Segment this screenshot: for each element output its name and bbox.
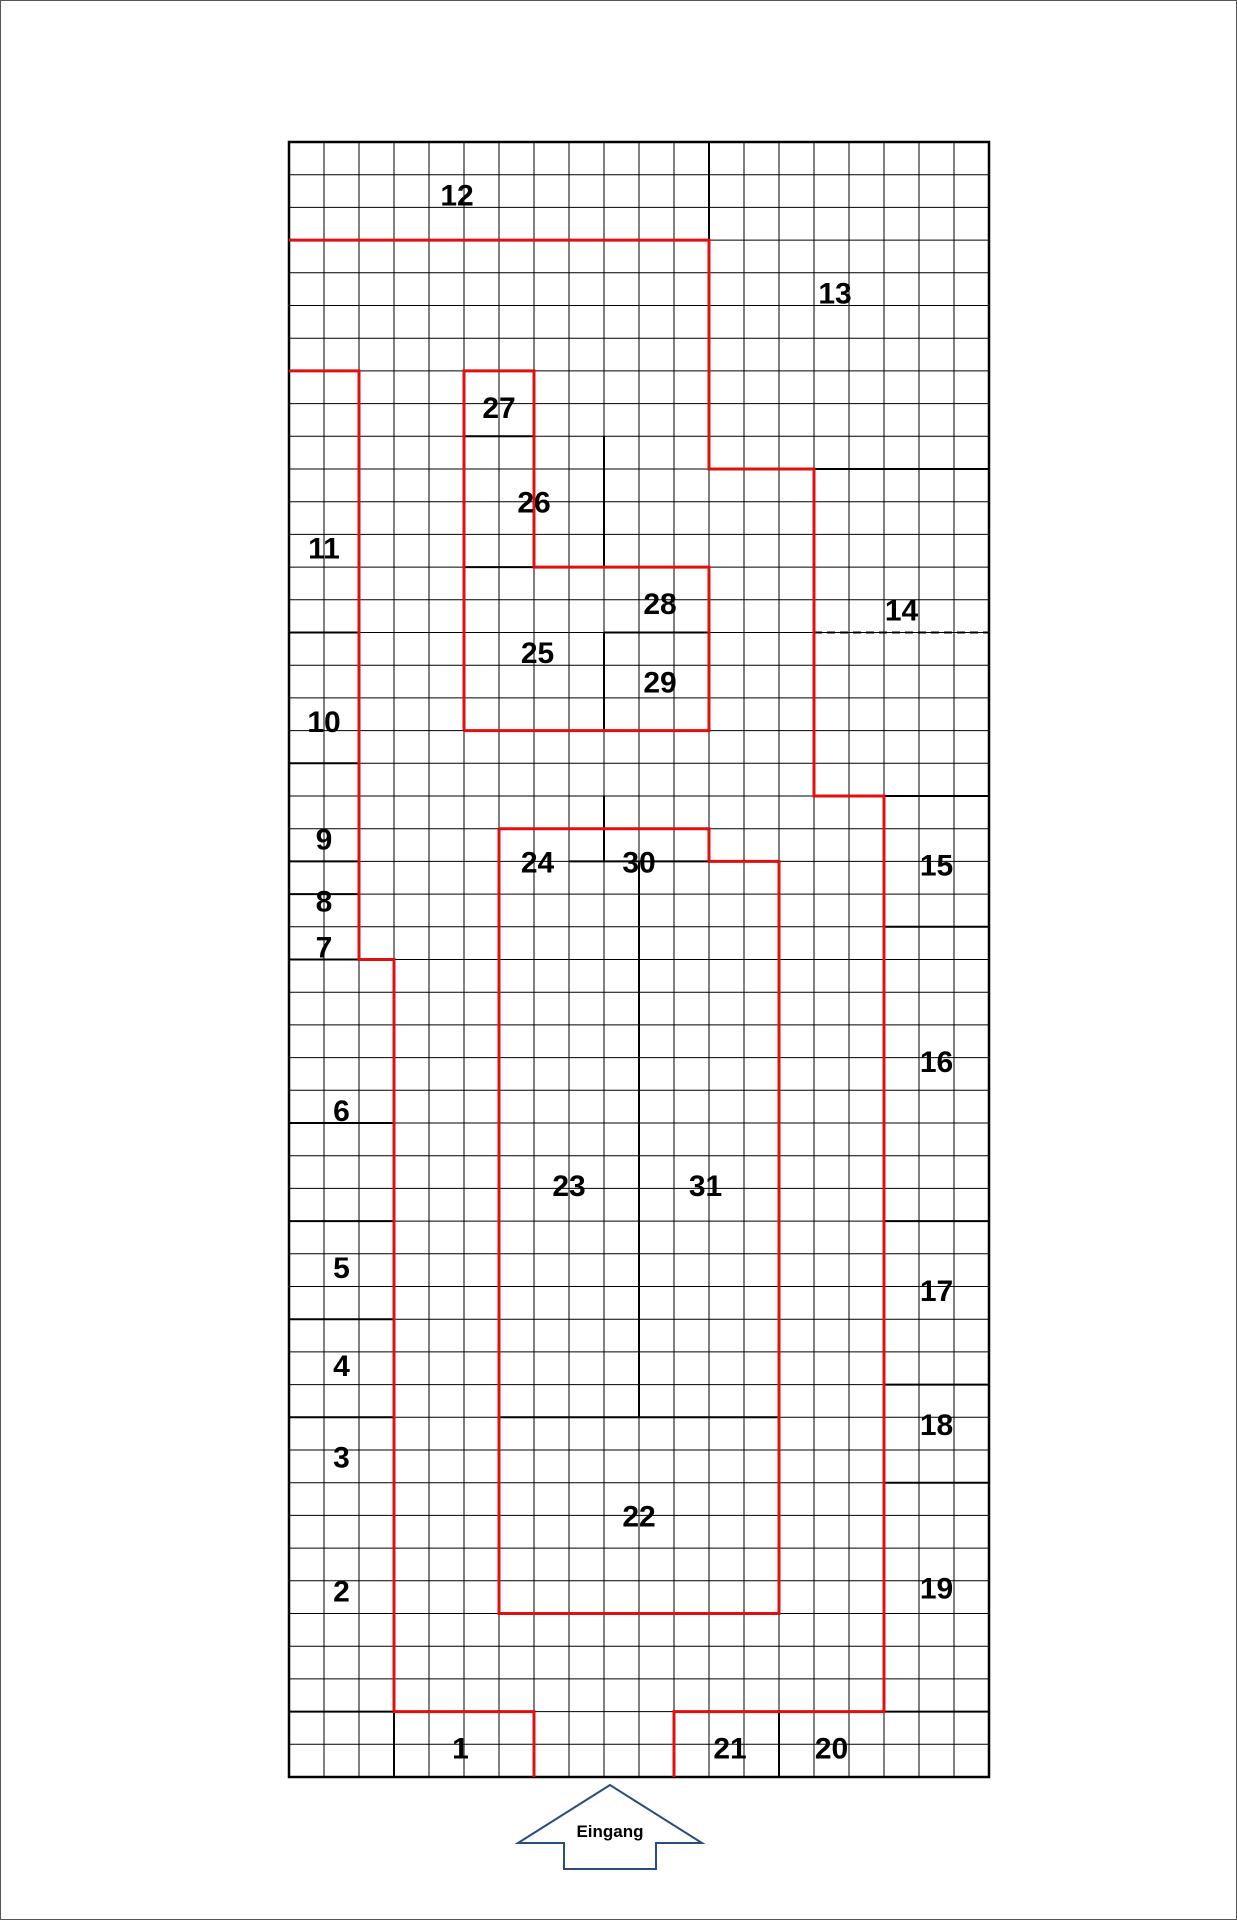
- booth-label-23: 23: [552, 1170, 586, 1204]
- booth-label-14: 14: [884, 594, 919, 628]
- booth-label-1: 1: [452, 1732, 469, 1766]
- booth-label-27: 27: [482, 391, 516, 425]
- booth-label-3: 3: [333, 1441, 350, 1475]
- booth-label-18: 18: [919, 1408, 954, 1442]
- booth-label-8: 8: [315, 885, 333, 919]
- booth-label-5: 5: [333, 1251, 350, 1285]
- booth-label-9: 9: [315, 823, 333, 857]
- aisle-boundary-lines: [289, 240, 884, 1777]
- booth-label-28: 28: [643, 588, 677, 622]
- booth-label-15: 15: [919, 849, 954, 883]
- booth-label-21: 21: [713, 1732, 747, 1766]
- booth-label-26: 26: [517, 486, 551, 520]
- booth-label-13: 13: [818, 277, 852, 311]
- booth-label-24: 24: [520, 846, 555, 880]
- aisle-boundary: [289, 240, 884, 1777]
- booth-label-25: 25: [520, 637, 555, 671]
- booth-label-19: 19: [919, 1572, 954, 1606]
- booth-label-16: 16: [919, 1045, 954, 1079]
- entrance-label: Eingang: [576, 1822, 644, 1841]
- booth-label-4: 4: [333, 1349, 350, 1383]
- booth-label-22: 22: [622, 1500, 656, 1534]
- booth-label-17: 17: [919, 1274, 954, 1308]
- booth-label-2: 2: [333, 1575, 350, 1609]
- booth-label-31: 31: [688, 1170, 723, 1204]
- aisle-boundary: [289, 371, 534, 1777]
- entrance-marker: [518, 1785, 702, 1869]
- booth-label-20: 20: [814, 1732, 849, 1766]
- booth-label-6: 6: [333, 1094, 350, 1128]
- booth-label-11: 11: [308, 532, 340, 566]
- booth-label-29: 29: [643, 666, 677, 700]
- booth-label-30: 30: [622, 846, 656, 880]
- booth-label-12: 12: [440, 179, 474, 213]
- booth-label-7: 7: [315, 931, 333, 965]
- booth-label-10: 10: [307, 705, 341, 739]
- booth-labels: [307, 179, 953, 1765]
